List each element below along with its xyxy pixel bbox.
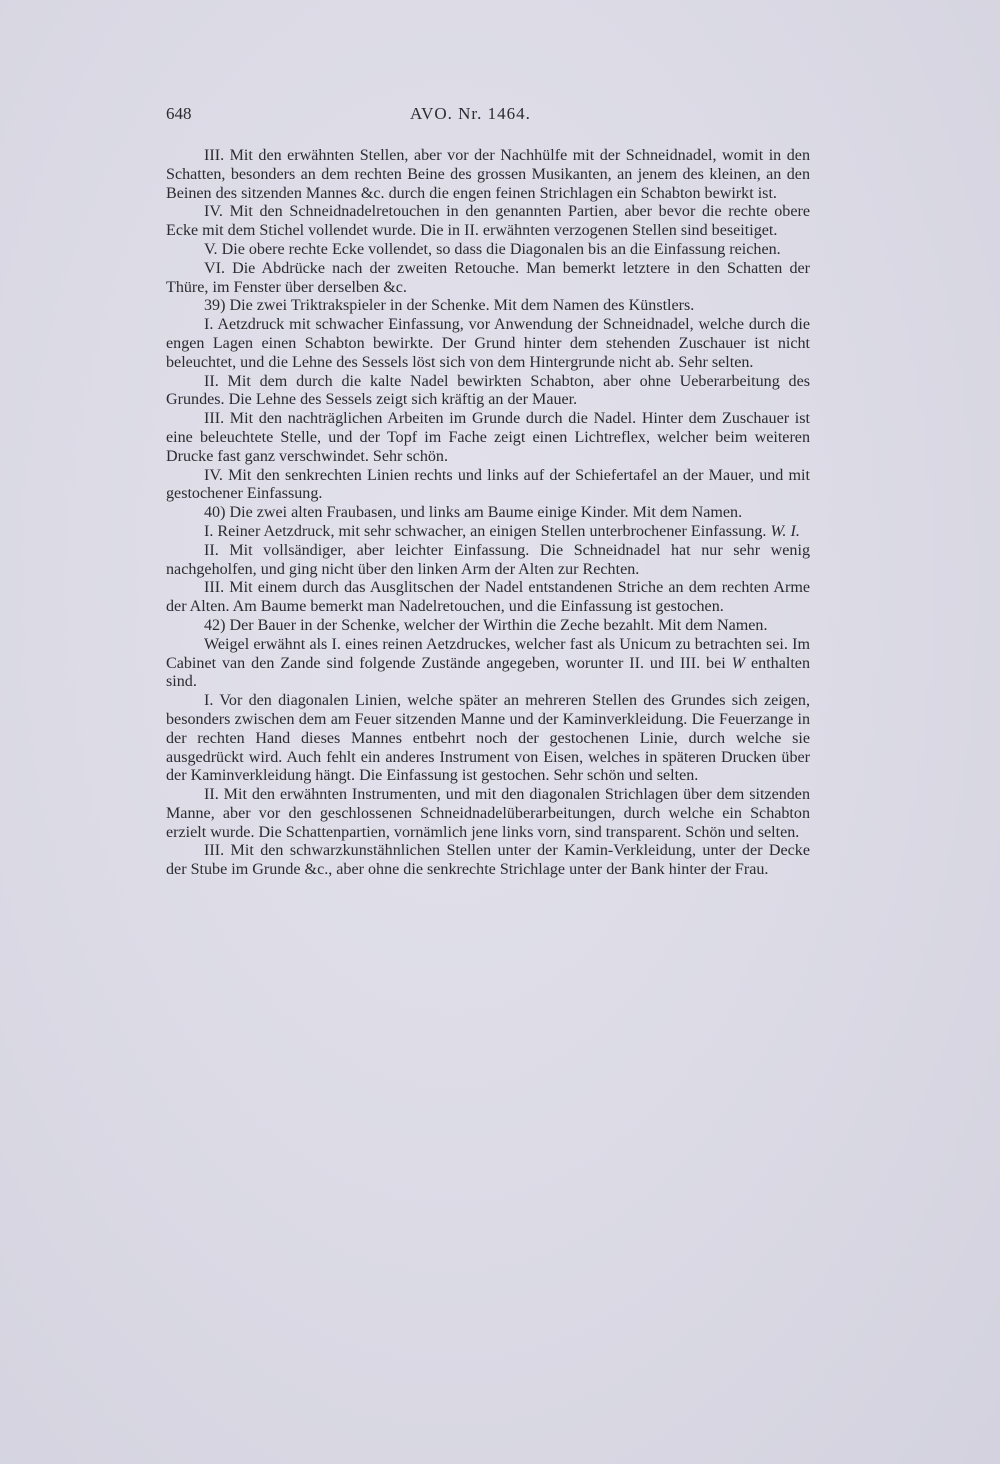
paragraph-text: III. Mit den erwähnten Stellen, aber vor der Nachhülfe mit der Schneidnadel, womit in den Schatten, besonders an dem rechten Beine des grossen Musikanten, an jenem des kleinen, an den Beinen des sitzenden Mannes &c. durch die engen feinen Strichlagen ein Schabton bewirkt ist.: [166, 147, 810, 202]
page-header: [166, 104, 810, 128]
paragraph: [166, 297, 810, 316]
paragraph: [166, 316, 810, 372]
paragraph-text: III. Mit den schwarzkunstähnlichen Stellen unter der Kamin-Verkleidung, unter der Decke der Stube im Grunde &c., aber ohne die senkrechte Strichlage unter der Bank hinter der Frau.: [166, 842, 810, 879]
paragraph: [166, 692, 810, 786]
paragraph-text: 42) Der Bauer in der Schenke, welcher der Wirthin die Zeche bezahlt. Mit dem Namen.: [204, 616, 768, 634]
italic-mark: W: [731, 654, 746, 672]
paragraph-text: II. Mit dem durch die kalte Nadel bewirkten Schabton, aber ohne Ueberarbeitung des Grundes. Die Lehne des Sessels zeigt sich kräftig an der Mauer.: [166, 372, 810, 409]
paragraph-text: enthalten sind.: [166, 654, 810, 691]
paragraph: [166, 579, 810, 617]
paragraph: [166, 542, 810, 580]
paragraph: [166, 147, 810, 203]
paragraph-text: VI. Die Abdrücke nach der zweiten Retouche. Man bemerkt letztere in den Schatten der Thüre, im Fenster über derselben &c.: [166, 259, 810, 296]
page-number: 648: [166, 104, 192, 123]
paragraph: [166, 373, 810, 411]
paragraph-text: IV. Mit den senkrechten Linien rechts und links auf der Schiefertafel an der Mauer, und mit gestochener Einfassung.: [166, 466, 810, 503]
running-title: AVO. Nr. 1464.: [410, 104, 531, 123]
paragraph-text: 39) Die zwei Triktrakspieler in der Schenke. Mit dem Namen des Künstlers.: [204, 297, 695, 315]
paragraph: [166, 467, 810, 505]
paragraph-text: III. Mit einem durch das Ausglitschen der Nadel entstandenen Striche an dem rechten Arme der Alten. Am Baume bemerkt man Nadelretouchen, und die Einfassung ist gestochen.: [166, 579, 810, 616]
paragraph: [166, 786, 810, 842]
paragraph-text: Weigel erwähnt als I. eines reinen Aetzdruckes, welcher fast als Unicum zu betrachten sei. Im Cabinet van den Zande sind folgende Zustände angegeben, worunter II. und III. bei: [166, 635, 810, 672]
paragraph-text: I. Aetzdruck mit schwacher Einfassung, vor Anwendung der Schneidnadel, welche durch die engen Lagen einen Schabton bewirkte. Der Grund hinter dem stehenden Zuschauer ist nicht beleuchtet, und die Lehne des Sessels löst sich von dem Hintergrunde nicht ab. Sehr selten.: [166, 316, 810, 371]
paragraph: [166, 260, 810, 298]
paragraph: [166, 523, 810, 542]
paragraph: [166, 241, 810, 260]
paragraph: [166, 410, 810, 466]
paragraph-text: 40) Die zwei alten Fraubasen, und links am Baume einige Kinder. Mit dem Namen.: [204, 504, 743, 522]
paragraph-text: I. Vor den diagonalen Linien, welche später an mehreren Stellen des Grundes sich zeigen, besonders zwischen dem am Feuer sitzenden Manne und der Kaminverkleidung. Die Feuerzange in der rechten Hand dieses Mannes entbehrt noch der gestochenen Linie, durch welche sie ausgedrückt wird. Auch fehlt ein anderes Instrument von Eisen, welches in späteren Drucken über der Kaminverkleidung hängt. Die Einfassung ist gestochen. Sehr schön und selten.: [166, 692, 810, 785]
paragraph-text: II. Mit vollsändiger, aber leichter Einfassung. Die Schneidnadel hat nur sehr wenig nachgeholfen, und ging nicht über den linken Arm der Alten zur Rechten.: [166, 541, 810, 578]
body-text: [166, 147, 810, 880]
paragraph: [166, 842, 810, 880]
paragraph-text: II. Mit den erwähnten Instrumenten, und mit den diagonalen Strichlagen über dem sitzenden Manne, aber vor den geschlossenen Schneidnadelüberarbeitungen, durch welche ein Schabton erzielt wurde. Die Schattenpartien, vornämlich jene links vorn, sind transparent. Schön und selten.: [166, 786, 810, 841]
paragraph-text: IV. Mit den Schneidnadelretouchen in den genannten Partien, aber bevor die rechte obere Ecke mit dem Stichel vollendet wurde. Die in II. erwähnten verzogenen Stellen sind beseitiget.: [166, 203, 810, 240]
paragraph: [166, 617, 810, 636]
italic-mark: W. I.: [770, 522, 800, 540]
paragraph-text: V. Die obere rechte Ecke vollendet, so dass die Diagonalen bis an die Einfassung reichen.: [204, 240, 781, 258]
paragraph: [166, 504, 810, 523]
paragraph-text: I. Reiner Aetzdruck, mit sehr schwacher, an einigen Stellen unterbrochener Einfassung.: [204, 522, 767, 540]
paragraph: [166, 636, 810, 692]
paragraph-text: III. Mit den nachträglichen Arbeiten im Grunde durch die Nadel. Hinter dem Zuschauer ist eine beleuchtete Stelle, und der Topf im Fache zeigt einen Lichtreflex, welcher beim weiteren Drucke fast ganz verschwindet. Sehr schön.: [166, 410, 810, 465]
paragraph: [166, 203, 810, 241]
